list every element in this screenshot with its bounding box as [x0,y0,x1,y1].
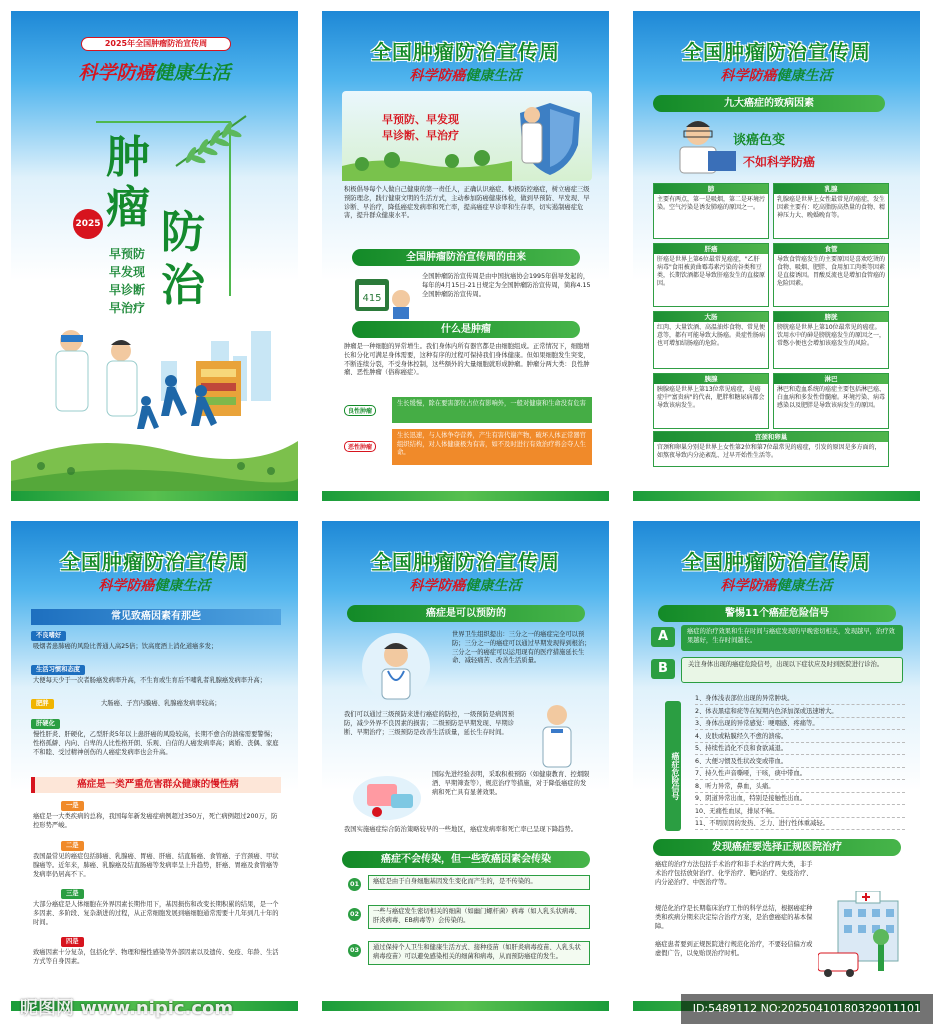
cancer-box [653,311,769,369]
svg-text:415: 415 [362,293,382,304]
page-title: 全国肿瘤防治宣传周 [371,550,560,574]
carcinogen-label: 生活习惯和态度 [31,665,85,675]
cancer-box-title: 肝癌 [654,244,768,254]
early-2: 早发现 [109,265,146,279]
point-text: 致癌因素十分复杂，包括化学、物理和慢性感染等外部因素以及遗传、免疫、年龄、生活方式等自身因素。 [33,949,279,965]
item-text: 通过保持个人卫生和健康生活方式、接种疫苗（如肝炎病毒疫苗、人乳头状病毒疫苗）可以避免感染相关的细菌和病毒，从而预防癌症的发生。 [368,941,590,965]
poster-warning-signs [633,521,920,1011]
watermark-left: 昵图网 www.nipic.com [20,998,234,1019]
signal-item: 4、皮肤或粘膜经久不愈的溃疡。 [695,731,905,743]
banner-line-1: 早预防、早发现 [382,113,459,126]
doctor-clipboard-icon [527,699,587,769]
cancer-box-text: 淋巴和造血系统的癌症主要包括淋巴癌、白血病和多发性骨髓瘤。环境污染、病毒感染以及肥胖是导致该病发生的原因。 [777,386,886,409]
cancer-box [653,183,769,239]
signal-item: 2、体表黑痣和疣等在短期内色泽加深或迅速增大。 [695,706,905,718]
benign-row [344,397,592,423]
header-carcinogens: 常见致癌因素有那些 [31,609,281,625]
china-text: 我国实施癌症综合防治策略较早的一些地区，癌症发病率和死亡率已呈现下降趋势。 [344,826,577,833]
page-title: 全国肿瘤防治宣传周 [60,550,249,574]
slogan-red: 科学防癌 [98,578,155,594]
cancer-box [773,183,889,239]
cancer-box-title: 膀胱 [774,312,888,322]
cancer-box-title: 胰腺 [654,374,768,384]
poster-cover [11,11,298,501]
point-label: 三是 [61,889,84,899]
hospital-ambulance-icon [818,891,913,981]
cancer-box-text: 乳腺癌是世界上女性最常见的癌症，发生因素主要有：吃高脂肪高热量的食物、精神压力大、晚婚晚育等。 [777,196,886,219]
tumor-text: 肿瘤是一种细胞的异常增生。我们身体内所有器官都是由细胞组成。正常情况下，细胞增长和分化可满足身体需要，这种有序的过程可保持我们身体健康。但如果细胞发生突变，不断连续分裂，不受身体控制，这些额外的大量细胞就形成肿瘤。肿瘤分两大类：良性肿瘤、恶性肿瘤（俗称癌症）。 [344,343,590,377]
cancer-box-title: 食管 [774,244,888,254]
header-chronic: 癌症是一类严重危害群众健康的慢性病 [31,777,281,793]
point-label: 二是 [61,841,84,851]
cancer-box-title: 宫颈和卵巢 [654,432,888,442]
slogan-red: 科学防癌 [78,62,155,84]
shield-doctor-icon [510,95,590,179]
point-text: 癌症是一大类疾病的总称，我国每年新发癌症病例超过350万，死亡病例超过200万，防控形势严峻。 [33,813,278,829]
slogan-green: 健康生活 [776,578,833,594]
watermark-right: ID:5489112 NO:20250410180329011101 [681,994,933,1024]
carcinogen-text: 大肠癌、子宫内膜癌、乳腺癌发病率较高； [101,700,221,707]
slogan-green: 健康生活 [154,62,231,84]
point-b-text: 关注身体出现的癌症危险信号，出现以下症状应及时到医院进行诊治。 [681,657,903,683]
malignant-label: 恶性肿瘤 [344,441,376,452]
point-text: 大部分癌症是人体细胞在外界因素长期作用下，基因损伤和改变长期积累的结果，是一个多因素、多阶段、复杂渐进的过程，从正常细胞发展到癌细胞通常需要十几年到几十年的时间。 [33,901,279,926]
slogan [633,65,920,85]
cancer-box-text: 红肉、大量饮酒、高温油炸食物、常见便意等，都有可能导致大肠癌。炎症性肠病也可增加结肠癌的危险。 [657,324,766,347]
slogan-red: 科学防癌 [720,578,777,594]
cancer-box [653,373,769,429]
item-number: 03 [348,944,361,957]
big-char-4: 治 [161,260,205,311]
bottom-bar [322,1001,609,1011]
cancer-box [773,373,889,429]
signal-item: 7、持久性声音嘶哑，干咳，痰中带血。 [695,768,905,780]
treat-text-3: 癌症患者要到正规医院进行规范化治疗，不要轻信偏方或虚假广告，以免贻误治疗时机。 [655,941,813,957]
slogan [322,65,609,85]
early-4: 早治疗 [109,301,146,315]
cover-slogan [11,58,298,85]
talk-line-1 [733,129,785,148]
three-level-text: 我们可以通过三级预防来进行癌症的防控，一级预防是病因预防，减少外界不良因素的损害；二级预防是早期发现、早期诊断、早期治疗；三级预防是改善生活质量，延长生存时间。 [344,711,515,736]
signal-item: 11、不明原因的发热、乏力、进行性体重减轻。 [695,818,905,830]
slogan-green: 健康生活 [465,68,522,84]
malignant-text: 生长迅速，与人体争夺营养，产生有害代谢产物，破坏人体正常器官组织结构，对人体健康极为有害，如不及时进行有效治疗将会夺人生命。 [392,429,592,465]
who-text: 世界卫生组织提出：三分之一的癌症完全可以预防；三分之一的癌症可以通过早期发现得到根治；三分之一的癌症可以运用现有的医疗措施延长生命、减轻痛苦、改善生活质量。 [452,631,591,665]
carcinogen-text: 慢性肝炎、肝硬化，乙型肝炎5年以上患肝癌的风险较高，长期不愈合的溃疡需要警惕；性格孤僻、内向、自卑的人比性格开朗、乐观、自信的人癌发病率高；离婚、丧偶、家庭不和睦、受过精神创伤的人癌症发病率也会升高。 [33,731,279,756]
poster-week-intro [322,11,609,501]
slogan [322,575,609,595]
header-regular-hospital: 发现癌症要选择正规医院治疗 [653,839,901,856]
year-badge: 2025 [73,209,103,239]
talk-a: 谈癌色变 [733,133,786,148]
signal-item: 8、听力异常，鼻血，头痛。 [695,781,905,793]
point-text: 我国最常见的癌症包括肺癌、乳腺癌、胃癌、肝癌、结直肠癌、食管癌、子宫颈癌、甲状腺癌等。近年来，肺癌、乳腺癌及结直肠癌等发病率呈上升趋势，肝癌、胃癌及食管癌等发病率仍居高不下。 [33,853,279,878]
malignant-row [344,429,592,465]
slogan-green: 健康生活 [776,68,833,84]
slogan-red: 科学防癌 [409,68,466,84]
slogan-red: 科学防癌 [409,578,466,594]
doctors-runners-illustration [11,321,298,501]
signal-item: 9、阴道异常出血，特别是接触性出血。 [695,793,905,805]
talk-line-2: 不如科学防癌 [743,155,816,169]
item-number: 01 [348,878,361,891]
event-ribbon: 2025年全国肿瘤防治宣传周 [81,37,231,51]
bottom-bar [11,491,298,501]
carcinogen-label: 肥胖 [31,699,54,709]
big-char-3: 防 [161,207,205,258]
intro-text: 积极倡导每个人做自己健康的第一责任人，正确认识癌症、积极防控癌症，树立癌症三级预防理念，践行健康文明的生活方式，主动参加防癌健康体检，做到早预防、早发现、早诊断、早治疗，降低癌症发病率和死亡率，提高癌症早诊率和生存率，切实遏制癌症危害，提升群众健康水平。 [344,186,590,220]
header-preventable: 癌症是可以预防的 [347,605,585,622]
doctor-laptop-icon [668,115,738,177]
carcinogen-text: 大便每天少于一次者肠癌发病率升高，不生育或生育后不哺乳者乳腺癌发病率升高； [33,677,266,684]
cancer-box-text: 胰腺癌是世界上第13位常见癌症，是癌症中"富贵病"的代表，肥胖和糖尿病都会导致该病发生。 [657,386,765,409]
carcinogen-text: 吸烟者患肺癌的风险比普通人高25倍；饮高度酒上消化道癌多发； [33,643,218,650]
cancer-box [773,243,889,307]
medical-tools-icon [347,766,427,826]
carcinogen-label: 肝硬化 [31,719,60,729]
slogan [11,575,298,595]
page-title: 全国肿瘤防治宣传周 [682,550,871,574]
early-3: 早诊断 [109,283,146,297]
green-city-icon [342,146,512,181]
early-1: 早预防 [109,247,146,261]
cancer-box-title: 大肠 [654,312,768,322]
signal-item: 1、身体浅表部位出现的异常肿块。 [695,693,905,705]
cancer-box [653,243,769,307]
four-early-list [109,245,145,317]
item-text: 癌症是由于自身细胞基因发生变化而产生的，是不传染的。 [368,875,590,890]
point-a-text: 癌症的治疗效果和生存时间与癌症发现的早晚密切相关，发现越早，治疗效果越好，生存时间越长。 [681,625,903,651]
signal-item: 6、大便习惯及性状改变或带血。 [695,756,905,768]
benign-label: 良性肿瘤 [344,405,376,416]
signal-item: 3、身体出现的异常感觉：哽咽感、疼痛等。 [695,718,905,730]
slogan-red: 科学防癌 [720,68,777,84]
cancer-box-text: 宫颈和卵巢分别是世界上女性第2位和第7位最常见的癌症，引发的原因是多方面的，如熬夜导致内分泌紊乱、过早开始性生活等。 [657,444,881,459]
cancer-box-title: 肺 [654,184,768,194]
point-a-badge: A [651,627,675,647]
item-number: 02 [348,908,361,921]
slogan-green: 健康生活 [465,578,522,594]
header-not-contagious: 癌症不会传染，但一些致癌因素会传染 [342,851,590,868]
calendar-icon [347,273,417,319]
cancer-box-text: 肝癌是世界上第6位最常见癌症，"乙肝病毒"食用被黄曲霉毒素污染的谷类和豆类，长期饮酒都是导致肝癌发生的直接原因。 [657,256,766,287]
doctor-stethoscope-icon [350,629,442,705]
bottom-bar [633,491,920,501]
header-origin: 全国肿瘤防治宣传周的由来 [352,249,580,266]
cancer-box-title: 淋巴 [774,374,888,384]
signal-item: 10、无痛性血尿，排尿不畅。 [695,806,905,818]
page-title: 全国肿瘤防治宣传周 [371,40,560,64]
treat-text-1: 癌症的治疗方法包括手术治疗和非手术治疗两大类，非手术治疗包括放射治疗、化学治疗、靶向治疗、免疫治疗、内分泌治疗、中医治疗等。 [655,861,813,886]
point-label: 一是 [61,801,84,811]
big-char-1: 肿 [106,132,150,183]
item-text: 一些与癌症发生密切相关的细菌（如幽门螺杆菌）病毒（如人乳头状病毒、肝炎病毒、EB病毒等）会传染的。 [368,905,590,929]
poster-prevention [322,521,609,1011]
page-title: 全国肿瘤防治宣传周 [682,40,871,64]
cancer-box-text: 膀胱癌是世界上第10位最常见的癌症。饮用水中的砷是膀胱癌发生的原因之一，常憋小便也会增加该癌发生的风险。 [777,324,886,347]
slogan [633,575,920,595]
benign-text: 生长缓慢，除在要害部位占位有影响外，一般对健康和生命没有危害 [392,397,592,423]
point-b-badge: B [651,659,675,679]
poster-carcinogens [11,521,298,1011]
cancer-box-text: 主要有两点，第一是吸烟，第二是环境污染。空气污染是诱发肺癌的原因之一。 [657,196,766,211]
header-what-is-tumor: 什么是肿瘤 [352,321,580,338]
origin-text: 全国肿瘤防治宣传周是由中国抗癌协会1995年倡导发起的，每年的4月15日-21日规定为全国肿瘤防治宣传周，简称4.15全国肿瘤防治宣传周。 [422,273,591,298]
cancer-box-text: 导致食管癌发生的主要原因是喜欢吃烫的食物、吸烟、肥胖、食用加工肉类等因素是直接诱因。胃酸反流也是增加食管癌的危险因素。 [777,256,886,287]
poster-nine-cancers [633,11,920,501]
header-nine-cancers: 九大癌症的致病因素 [653,95,885,112]
treat-text-2: 规范化治疗是长期临床治疗工作的科学总结，根据癌症种类和疾病分期来决定综合治疗方案，是治愈癌症的基本保障。 [655,905,813,930]
cancer-box-title: 乳腺 [774,184,888,194]
intl-text: 国际先进经验表明，采取积极预防（如健康教育、控烟限酒、早期筛查等），规范治疗等措施，对于降低癌症的发病和死亡具有显著效果。 [432,771,590,796]
big-char-2: 瘤 [106,182,150,233]
bottom-bar [322,491,609,501]
leaf-icon [171,111,251,171]
signals-side-label: 癌症危险信号 [665,701,681,831]
cancer-box [773,311,889,369]
signal-item: 5、持续性消化不良和食欲减退。 [695,743,905,755]
carcinogen-label: 不良嗜好 [31,631,66,641]
cancer-box [653,431,889,467]
banner-line-2: 早诊断、早治疗 [382,129,459,142]
slogan-green: 健康生活 [154,578,211,594]
banner [342,91,592,181]
point-label: 四是 [61,937,84,947]
header-warning-signs: 警惕11个癌症危险信号 [658,605,896,622]
